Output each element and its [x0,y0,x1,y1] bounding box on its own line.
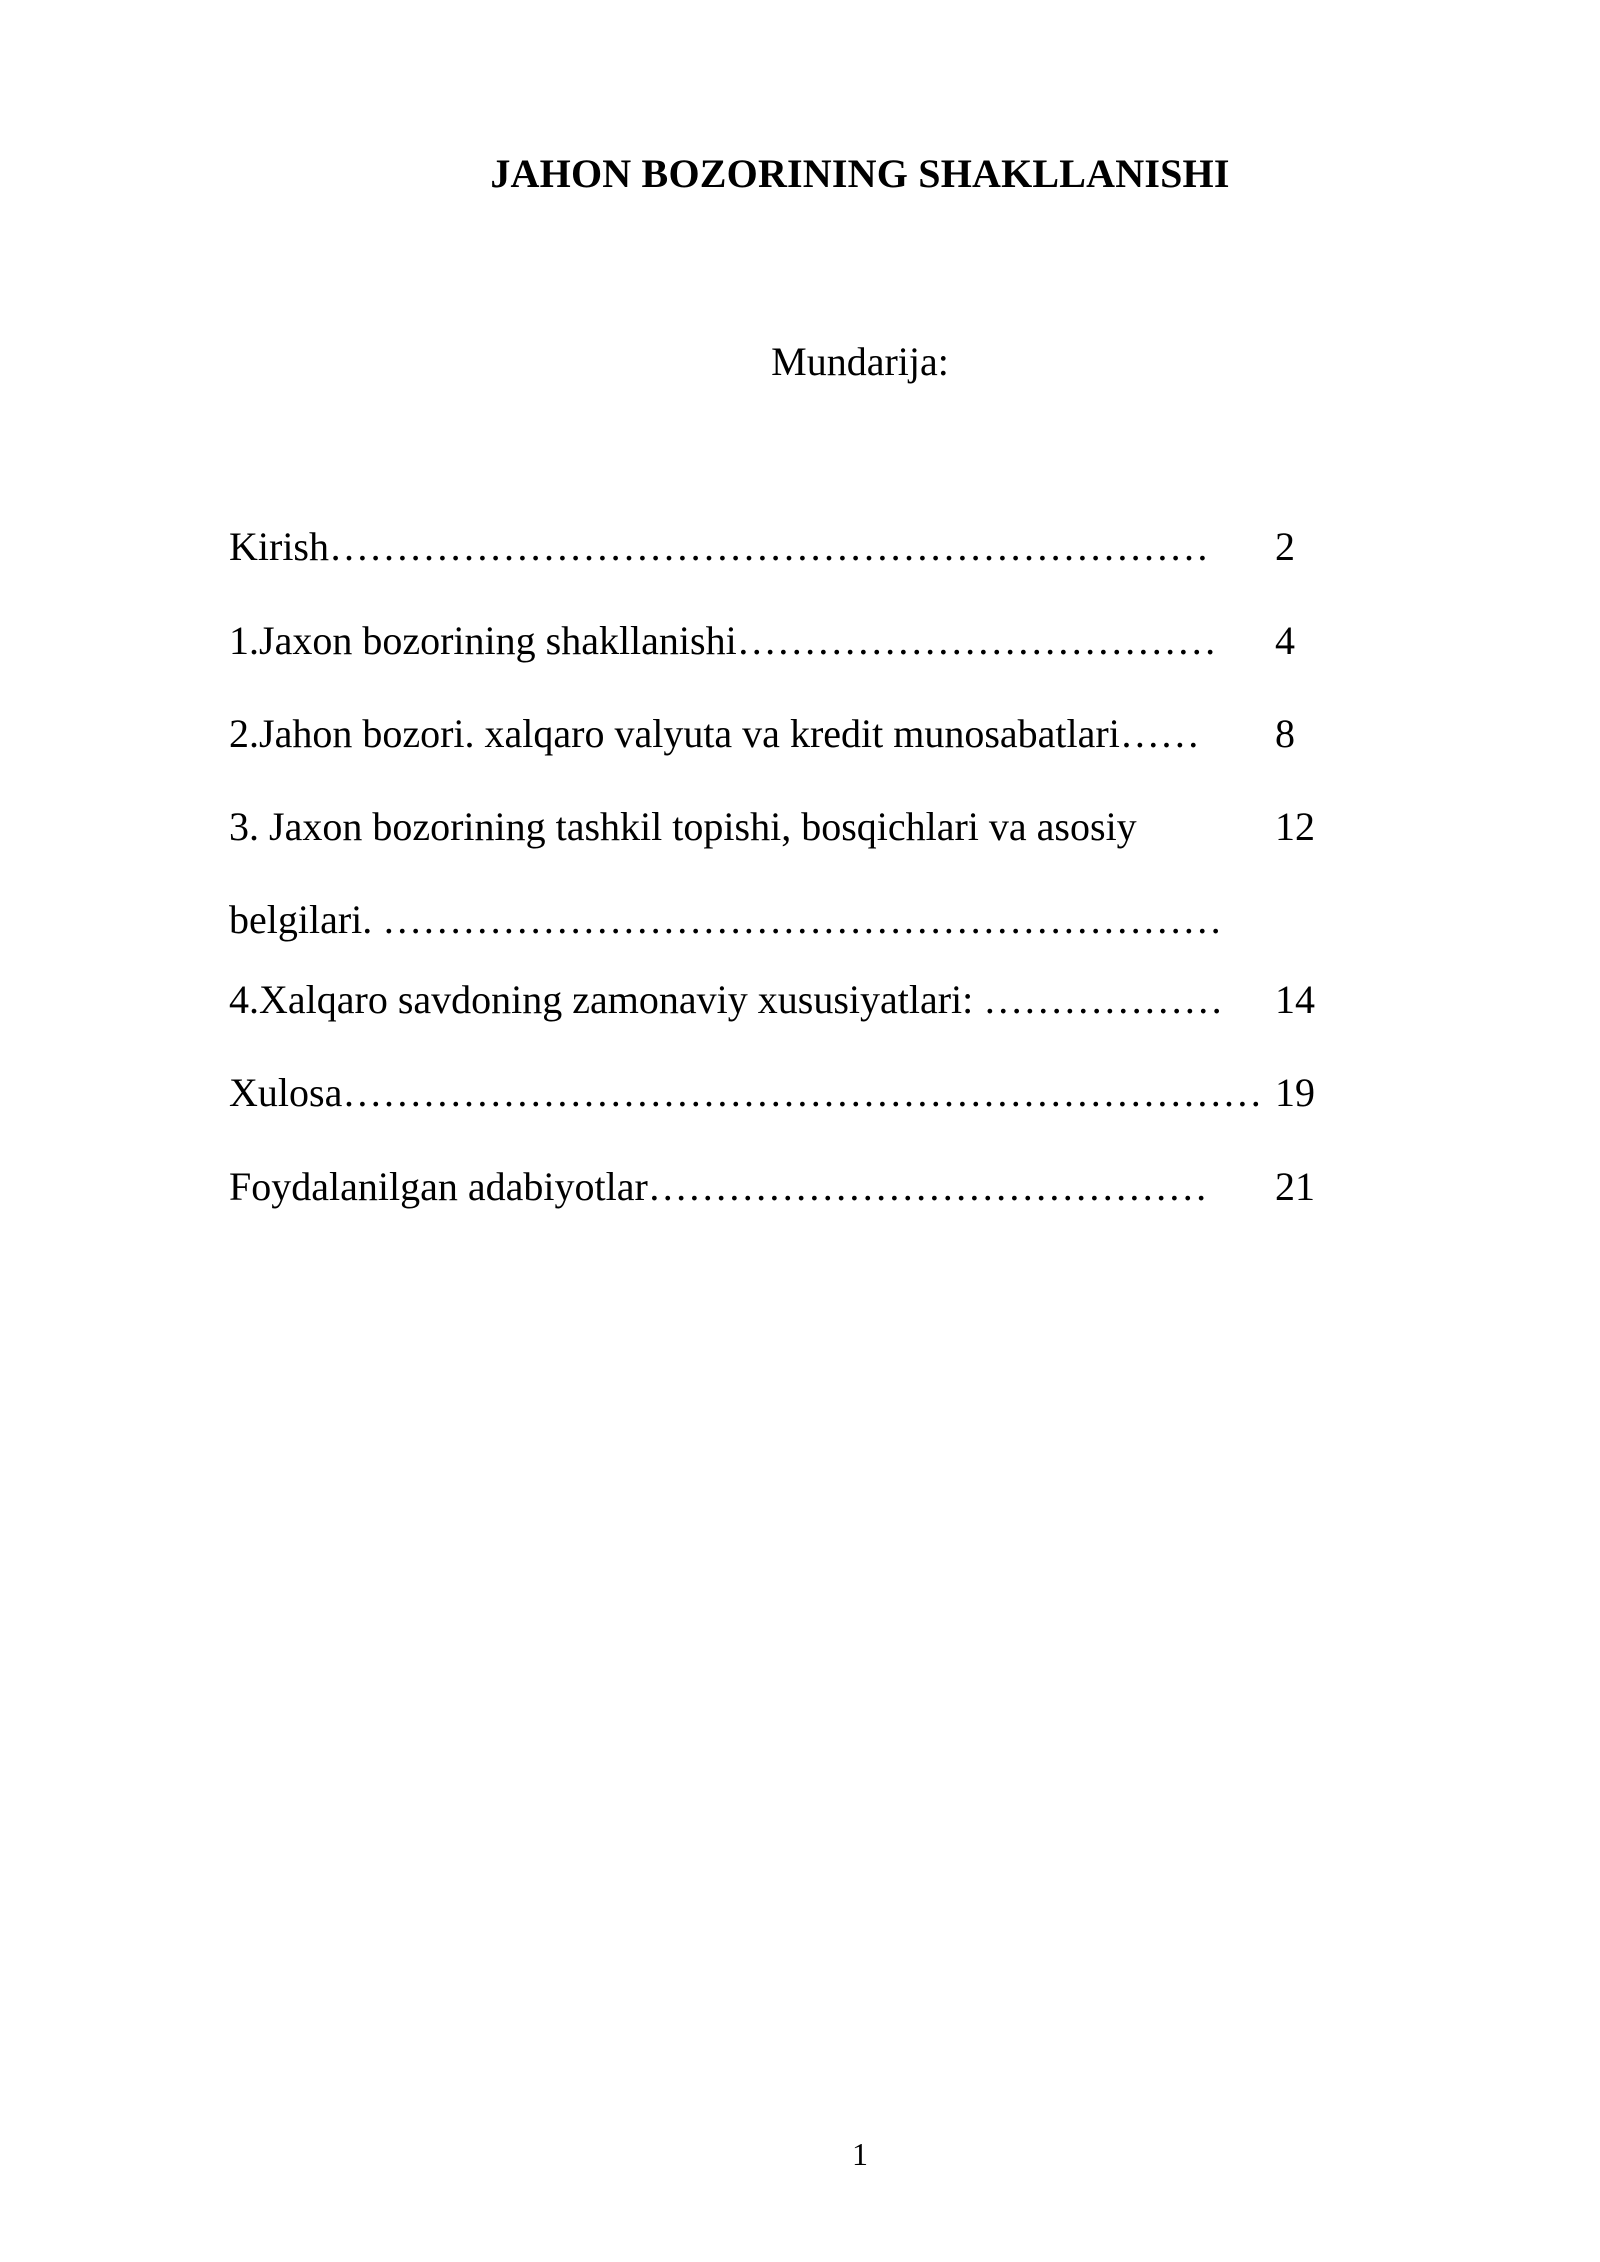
toc-entry-continuation: belgilari. ……………………………………………………… [229,897,1223,942]
toc-heading: Mundarija: [771,339,949,384]
toc-entry-4 [229,976,1379,1036]
toc-entry-references [229,1163,1379,1223]
toc-entry-text: Xulosa…………………………………………………………… [229,1070,1263,1115]
toc-entry-text: 4.Xalqaro savdoning zamonaviy xususiyatlari: ……………… [229,977,1224,1022]
toc-entry-3 [229,803,1379,963]
toc-entry-text: Foydalanilgan adabiyotlar…………………………………… [229,1164,1208,1209]
toc-entry-page: 2 [1275,524,1295,569]
toc-entry-1 [229,617,1379,677]
toc-entry-page: 8 [1275,711,1295,756]
toc-entry-page: 14 [1275,977,1315,1022]
toc-entry-page: 12 [1275,804,1315,849]
toc-entry-xulosa [229,1069,1379,1129]
toc-entry-text: 3. Jaxon bozorining tashkil topishi, bosqichlari va asosiy [229,804,1137,849]
toc-entry-page: 21 [1275,1164,1315,1209]
toc-entry-text: Kirish………………………………………………………… [229,524,1209,569]
toc-entry-2 [229,710,1379,770]
toc-entry-page: 19 [1275,1070,1315,1115]
toc-entry-text: 2.Jahon bozori. xalqaro valyuta va kredit munosabatlari…… [229,711,1200,756]
toc-entry-kirish [229,523,1379,583]
toc-entry-page: 4 [1275,618,1295,663]
toc-entry-text: 1.Jaxon bozorining shakllanishi……………………………… [229,618,1217,663]
document-title: JAHON BOZORINING SHAKLLANISHI [490,151,1230,196]
page-number: 1 [852,2136,868,2172]
